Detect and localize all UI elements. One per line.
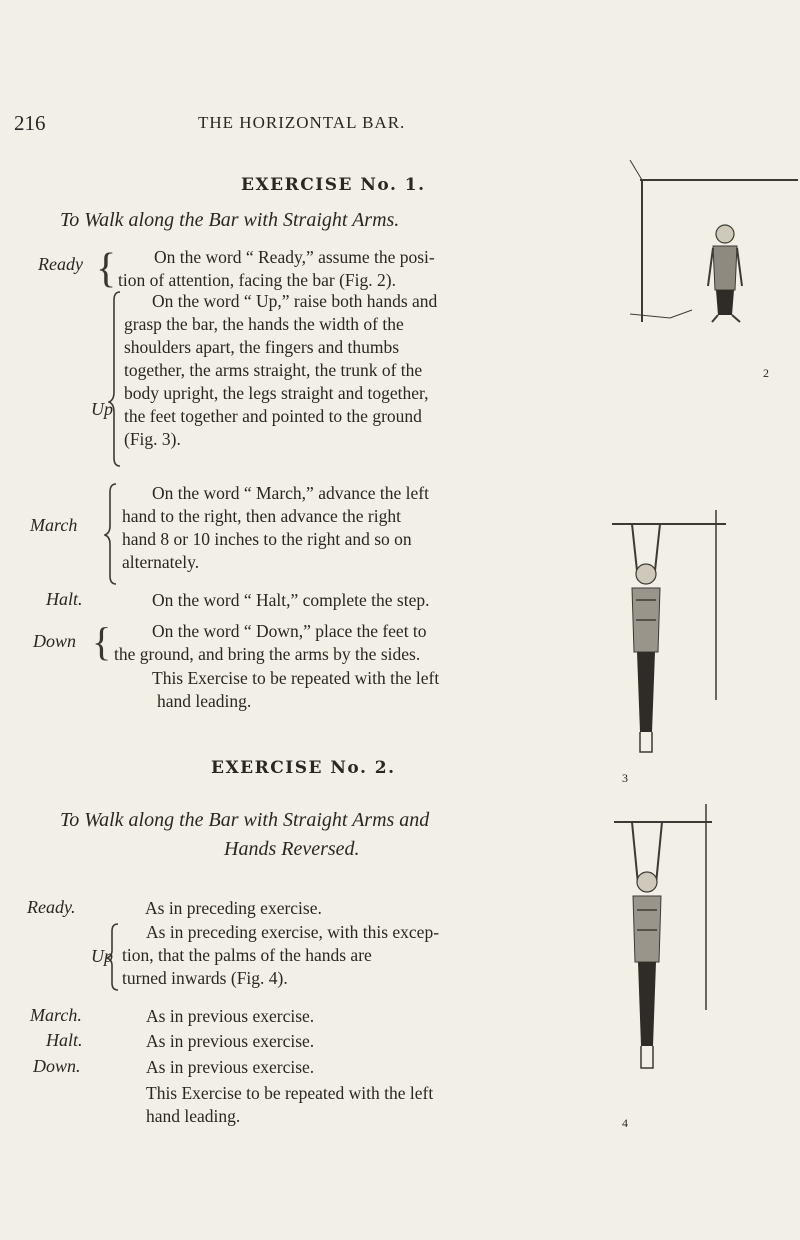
text-line: turned inwards (Fig. 4). [122,968,288,988]
exercise-2-heading: EXERCISE No. 2. [211,758,396,778]
up-label: Up [91,946,113,966]
exercise-2-subtitle-line-1: To Walk along the Bar with Straight Arms and [60,809,430,831]
text-line: hand leading. [157,691,252,711]
march-text [122,482,429,574]
page-number: 216 [14,111,46,135]
down-text: As in previous exercise. [146,1057,315,1077]
down-text [114,620,427,666]
march-label: March [30,515,78,535]
ready-text [118,246,435,292]
figure-2-label: 2 [763,366,769,380]
halt-label: Halt. [46,589,83,609]
figure-2-man [708,225,742,322]
down-brace: { [92,619,112,664]
march-label: March. [30,1005,82,1025]
exercise-2-subtitle-line-2: Hands Reversed. [224,838,360,860]
text-line: On the word “ Up,” raise both hands and [152,291,438,311]
down-label: Down. [33,1056,81,1076]
up-brace [106,922,120,992]
up-text [122,921,439,990]
figure-4-label: 4 [622,1116,628,1130]
text-line: This Exercise to be repeated with the left [152,668,440,688]
ready-text: As in preceding exercise. [145,898,322,918]
text-line: tion, that the palms of the hands are [122,945,372,965]
text-line: As in preceding exercise, with this excep- [146,922,440,942]
ready-brace: { [96,246,117,292]
ready-label: Ready [38,254,83,274]
exercise-1-heading: EXERCISE No. 1. [241,175,426,195]
ready-label: Ready. [27,897,76,917]
running-head: THE HORIZONTAL BAR. [198,113,406,132]
text-line: the ground, and bring the arms by the sides. [114,644,421,664]
halt-label: Halt. [46,1030,83,1050]
up-label: Up [91,399,113,419]
up-brace [108,290,122,468]
text-line: tion of attention, facing the bar (Fig. 2). [118,270,396,290]
figure-4-illustration [612,800,722,1100]
text-line: shoulders apart, the fingers and thumbs [124,337,400,357]
text-line: hand 8 or 10 inches to the right and so on [122,529,412,549]
text-line: alternately. [122,552,200,572]
text-line: body upright, the legs straight and together, [124,383,429,403]
text-line: hand leading. [146,1106,241,1126]
text-line: together, the arms straight, the trunk of the [124,360,423,380]
text-line: On the word “ March,” advance the left [152,483,429,503]
exercise-1-subtitle: To Walk along the Bar with Straight Arms. [60,209,400,231]
figure-4-man [632,822,662,1068]
text-line: hand to the right, then advance the right [122,506,401,526]
text-line: On the word “ Ready,” assume the posi- [154,247,435,267]
exercise-1-note [152,667,439,713]
up-text [124,290,437,451]
figure-3-illustration [608,500,728,790]
halt-text: As in previous exercise. [146,1031,315,1051]
figure-2-illustration [600,140,800,380]
figure-3-man [632,524,660,752]
text-line: On the word “ Down,” place the feet to [152,621,427,641]
figure-3-label: 3 [622,771,628,785]
march-brace [104,482,118,586]
exercise-2-note [146,1082,433,1128]
down-label: Down [33,631,77,651]
halt-text: On the word “ Halt,” complete the step. [152,590,430,610]
text-line: grasp the bar, the hands the width of the [124,314,404,334]
text-line: This Exercise to be repeated with the left [146,1083,434,1103]
text-line: the feet together and pointed to the ground [124,406,422,426]
text-line: (Fig. 3). [124,429,181,449]
march-text: As in previous exercise. [146,1006,315,1026]
